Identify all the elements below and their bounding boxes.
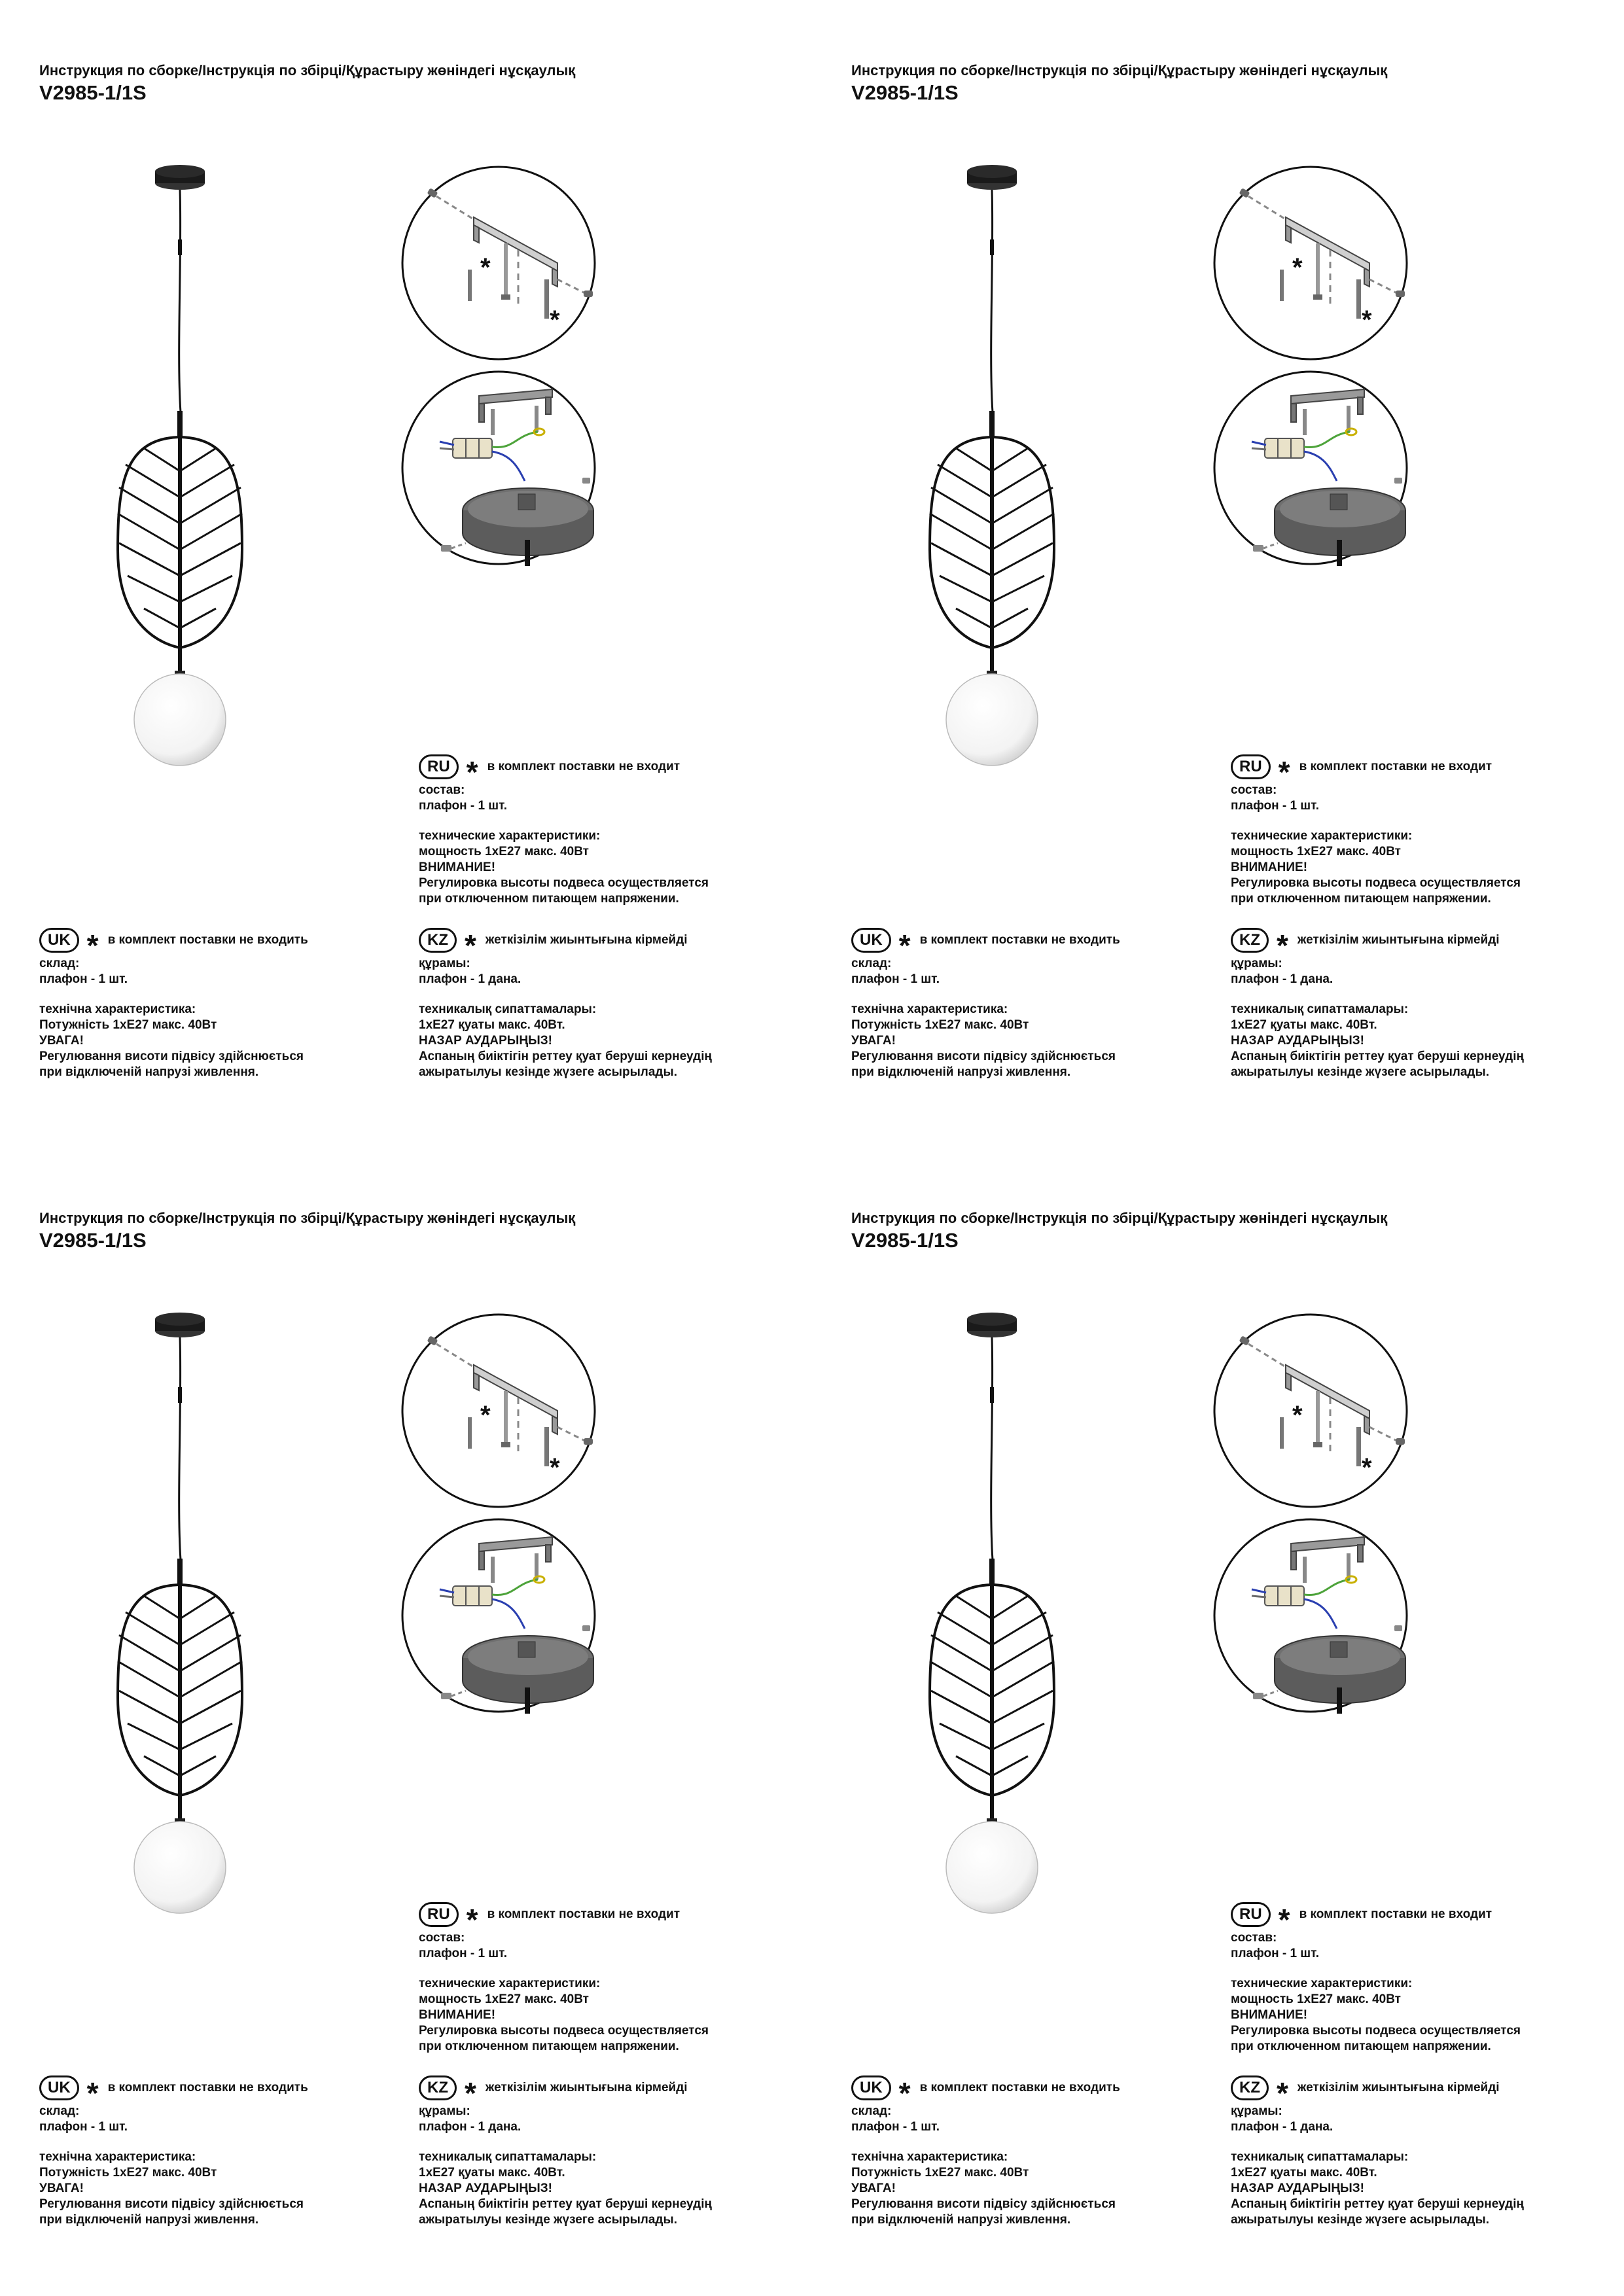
asterisk-icon: * <box>466 1903 478 1937</box>
ru-composition: плафон - 1 шт. <box>419 1947 508 1960</box>
ru-composition: плафон - 1 шт. <box>1231 799 1320 813</box>
uk-power: Потужність 1хЕ27 макс. 40Вт <box>851 2166 1029 2180</box>
kz-not-included-note: жеткізілім жиынтығына кірмейді <box>485 2081 688 2094</box>
uk-composition-label: склад: <box>39 2104 80 2118</box>
kz-warning-text-2: ажыратылуы кезінде жүзеге асырылады. <box>419 1065 677 1079</box>
pendant-lamp-illustration <box>910 1305 1080 1920</box>
kz-composition-label: құрамы: <box>1231 2104 1282 2118</box>
uk-warning: УВАГА! <box>39 1034 84 1048</box>
kz-warning-text-1: Аспаның биіктігін реттеу қуат беруші кернеудің <box>419 2197 712 2211</box>
kz-not-included-note: жеткізілім жиынтығына кірмейді <box>485 933 688 947</box>
ru-not-included-note: в комплект поставки не входит <box>487 760 680 773</box>
uk-warning-text-1: Регулювання висоти підвісу здійснюється <box>851 1050 1116 1063</box>
ru-warning-text-2: при отключенном питающем напряжении. <box>1231 892 1491 906</box>
ru-warning-text-2: при отключенном питающем напряжении. <box>1231 2040 1491 2053</box>
instruction-panel <box>0 1148 812 2295</box>
instruction-title: Инструкция по сборке/Інструкція по збірці/Құрастыру жөніндегі нұсқаулық <box>39 62 576 79</box>
uk-info-block <box>851 926 1120 1080</box>
uk-language-badge: UK <box>851 928 891 953</box>
ru-power: мощность 1хЕ27 макс. 40Вт <box>1231 1992 1401 2006</box>
uk-not-included-note: в комплект поставки не входить <box>919 2081 1120 2094</box>
kz-warning: НАЗАР АУДАРЫҢЫЗ! <box>419 1034 552 1048</box>
uk-warning-text-2: при відключеній напрузі живлення. <box>39 2213 259 2227</box>
kz-power: 1хЕ27 қуаты макс. 40Вт. <box>419 1018 565 1032</box>
ru-specs-label: технические характеристики: <box>1231 1977 1413 1990</box>
uk-info-block <box>39 926 308 1080</box>
kz-specs-label: техникалық сипаттамалары: <box>419 2150 597 2164</box>
asterisk-icon: * <box>1278 755 1290 789</box>
uk-warning-text-1: Регулювання висоти підвісу здійснюється <box>39 1050 304 1063</box>
ru-language-badge: RU <box>1231 1902 1271 1927</box>
instruction-panel <box>812 0 1624 1148</box>
uk-not-included-note: в комплект поставки не входить <box>107 933 308 947</box>
ru-info-block <box>419 1900 709 2055</box>
asterisk-icon: * <box>1277 2076 1288 2110</box>
kz-power: 1хЕ27 қуаты макс. 40Вт. <box>1231 2166 1377 2180</box>
kz-warning-text-2: ажыратылуы кезінде жүзеге асырылады. <box>419 2213 677 2227</box>
ru-warning-text-2: при отключенном питающем напряжении. <box>419 892 679 906</box>
kz-warning: НАЗАР АУДАРЫҢЫЗ! <box>1231 1034 1364 1048</box>
kz-composition: плафон - 1 дана. <box>1231 2120 1333 2134</box>
ru-warning-text-1: Регулировка высоты подвеса осуществляется <box>419 2024 709 2038</box>
ru-info-block <box>1231 1900 1521 2055</box>
terminal-block-icon <box>453 438 492 458</box>
uk-specs-label: технічна характеристика: <box>39 1002 196 1016</box>
uk-power: Потужність 1хЕ27 макс. 40Вт <box>851 1018 1029 1032</box>
kz-warning-text-1: Аспаның биіктігін реттеу қуат беруші кернеудің <box>419 1050 712 1063</box>
ru-specs-label: технические характеристики: <box>1231 829 1413 843</box>
kz-composition-label: құрамы: <box>419 2104 470 2118</box>
asterisk-icon: * <box>898 2076 911 2110</box>
uk-specs-label: технічна характеристика: <box>39 2150 196 2164</box>
kz-language-badge: KZ <box>419 928 457 953</box>
uk-info-block <box>851 2074 1120 2228</box>
kz-specs-label: техникалық сипаттамалары: <box>419 1002 597 1016</box>
terminal-block-icon <box>1265 1586 1304 1606</box>
uk-warning: УВАГА! <box>851 1034 896 1048</box>
asterisk-icon: * <box>1278 1903 1290 1937</box>
uk-specs-label: технічна характеристика: <box>851 2150 1008 2164</box>
instruction-title: Инструкция по сборке/Інструкція по збірці/Құрастыру жөніндегі нұсқаулық <box>39 1210 576 1226</box>
uk-language-badge: UK <box>851 2075 891 2100</box>
kz-not-included-note: жеткізілім жиынтығына кірмейді <box>1297 933 1500 947</box>
uk-composition: плафон - 1 шт. <box>39 972 128 986</box>
model-number: V2985-1/1S <box>39 1229 147 1252</box>
model-number: V2985-1/1S <box>851 1229 959 1252</box>
kz-info-block <box>419 926 712 1080</box>
kz-warning-text-2: ажыратылуы кезінде жүзеге асырылады. <box>1231 2213 1489 2227</box>
kz-composition: плафон - 1 дана. <box>419 972 521 986</box>
uk-specs-label: технічна характеристика: <box>851 1002 1008 1016</box>
ru-language-badge: RU <box>1231 754 1271 779</box>
model-number: V2985-1/1S <box>851 81 959 104</box>
svg-text:*: * <box>480 1401 491 1430</box>
ru-not-included-note: в комплект поставки не входит <box>487 1907 680 1921</box>
ru-power: мощность 1хЕ27 макс. 40Вт <box>419 1992 589 2006</box>
ru-language-badge: RU <box>419 754 459 779</box>
ru-not-included-note: в комплект поставки не входит <box>1299 1907 1492 1921</box>
svg-text:*: * <box>1362 1453 1372 1482</box>
uk-composition: плафон - 1 шт. <box>851 972 940 986</box>
asterisk-icon: * <box>466 755 478 789</box>
ru-composition: плафон - 1 шт. <box>1231 1947 1320 1960</box>
mounting-bracket-diagram <box>400 165 597 361</box>
svg-text:*: * <box>550 306 560 334</box>
kz-warning-text-1: Аспаның биіктігін реттеу қуат беруші кернеудің <box>1231 1050 1524 1063</box>
kz-info-block <box>419 2074 712 2228</box>
kz-language-badge: KZ <box>1231 2075 1269 2100</box>
wiring-diagram <box>1212 1517 1409 1714</box>
model-number: V2985-1/1S <box>39 81 147 104</box>
kz-composition-label: құрамы: <box>419 957 470 970</box>
uk-warning-text-2: при відключеній напрузі живлення. <box>39 1065 259 1079</box>
kz-info-block <box>1231 2074 1524 2228</box>
ru-warning: ВНИМАНИЕ! <box>1231 860 1308 874</box>
uk-warning-text-1: Регулювання висоти підвісу здійснюється <box>851 2197 1116 2211</box>
kz-specs-label: техникалық сипаттамалары: <box>1231 1002 1409 1016</box>
kz-info-block <box>1231 926 1524 1080</box>
kz-warning-text-1: Аспаның биіктігін реттеу қуат беруші кернеудің <box>1231 2197 1524 2211</box>
asterisk-icon: * <box>1277 928 1288 963</box>
uk-composition-label: склад: <box>851 2104 892 2118</box>
asterisk-icon: * <box>465 2076 476 2110</box>
kz-composition-label: құрамы: <box>1231 957 1282 970</box>
ru-warning-text-2: при отключенном питающем напряжении. <box>419 2040 679 2053</box>
ru-warning-text-1: Регулировка высоты подвеса осуществляется <box>419 876 709 890</box>
kz-warning: НАЗАР АУДАРЫҢЫЗ! <box>1231 2181 1364 2195</box>
ru-power: мощность 1хЕ27 макс. 40Вт <box>419 845 589 858</box>
uk-info-block <box>39 2074 308 2228</box>
mounting-bracket-diagram <box>1212 165 1409 361</box>
wiring-diagram <box>400 370 597 566</box>
ru-info-block <box>1231 752 1521 907</box>
ru-composition-label: состав: <box>1231 1931 1277 1945</box>
ru-specs-label: технические характеристики: <box>419 829 601 843</box>
ru-power: мощность 1хЕ27 макс. 40Вт <box>1231 845 1401 858</box>
uk-composition: плафон - 1 шт. <box>39 2120 128 2134</box>
uk-warning: УВАГА! <box>851 2181 896 2195</box>
instruction-panel <box>812 1148 1624 2295</box>
instruction-title: Инструкция по сборке/Інструкція по збірці/Құрастыру жөніндегі нұсқаулық <box>851 62 1388 79</box>
kz-language-badge: KZ <box>1231 928 1269 953</box>
ru-composition-label: состав: <box>419 783 465 797</box>
terminal-block-icon <box>1265 438 1304 458</box>
uk-language-badge: UK <box>39 2075 79 2100</box>
svg-text:*: * <box>1292 1401 1303 1430</box>
ru-not-included-note: в комплект поставки не входит <box>1299 760 1492 773</box>
ru-warning-text-1: Регулировка высоты подвеса осуществляется <box>1231 876 1521 890</box>
uk-not-included-note: в комплект поставки не входить <box>919 933 1120 947</box>
uk-power: Потужність 1хЕ27 макс. 40Вт <box>39 2166 217 2180</box>
mounting-bracket-diagram <box>1212 1313 1409 1509</box>
instruction-panel <box>0 0 812 1148</box>
uk-composition-label: склад: <box>851 957 892 970</box>
ru-language-badge: RU <box>419 1902 459 1927</box>
ru-warning: ВНИМАНИЕ! <box>419 2008 496 2022</box>
kz-power: 1хЕ27 қуаты макс. 40Вт. <box>1231 1018 1377 1032</box>
svg-text:*: * <box>550 1453 560 1482</box>
ru-warning: ВНИМАНИЕ! <box>1231 2008 1308 2022</box>
asterisk-icon: * <box>86 928 99 963</box>
kz-warning: НАЗАР АУДАРЫҢЫЗ! <box>419 2181 552 2195</box>
wiring-diagram <box>1212 370 1409 566</box>
kz-language-badge: KZ <box>419 2075 457 2100</box>
uk-warning-text-2: при відключеній напрузі живлення. <box>851 2213 1071 2227</box>
instruction-title: Инструкция по сборке/Інструкція по збірці/Құрастыру жөніндегі нұсқаулық <box>851 1210 1388 1226</box>
ru-info-block <box>419 752 709 907</box>
ru-composition: плафон - 1 шт. <box>419 799 508 813</box>
ru-warning-text-1: Регулировка высоты подвеса осуществляется <box>1231 2024 1521 2038</box>
uk-warning-text-2: при відключеній напрузі живлення. <box>851 1065 1071 1079</box>
asterisk-icon: * <box>86 2076 99 2110</box>
pendant-lamp-illustration <box>98 157 268 772</box>
ru-warning: ВНИМАНИЕ! <box>419 860 496 874</box>
kz-specs-label: техникалық сипаттамалары: <box>1231 2150 1409 2164</box>
svg-text:*: * <box>1362 306 1372 334</box>
kz-warning-text-2: ажыратылуы кезінде жүзеге асырылады. <box>1231 1065 1489 1079</box>
pendant-lamp-illustration <box>910 157 1080 772</box>
mounting-bracket-diagram <box>400 1313 597 1509</box>
asterisk-icon: * <box>465 928 476 963</box>
kz-not-included-note: жеткізілім жиынтығына кірмейді <box>1297 2081 1500 2094</box>
asterisk-icon: * <box>898 928 911 963</box>
svg-text:*: * <box>480 253 491 282</box>
kz-power: 1хЕ27 қуаты макс. 40Вт. <box>419 2166 565 2180</box>
uk-composition: плафон - 1 шт. <box>851 2120 940 2134</box>
pendant-lamp-illustration <box>98 1305 268 1920</box>
terminal-block-icon <box>453 1586 492 1606</box>
ru-composition-label: состав: <box>419 1931 465 1945</box>
uk-power: Потужність 1хЕ27 макс. 40Вт <box>39 1018 217 1032</box>
svg-text:*: * <box>1292 253 1303 282</box>
uk-language-badge: UK <box>39 928 79 953</box>
wiring-diagram <box>400 1517 597 1714</box>
uk-warning: УВАГА! <box>39 2181 84 2195</box>
uk-composition-label: склад: <box>39 957 80 970</box>
ru-composition-label: состав: <box>1231 783 1277 797</box>
kz-composition: плафон - 1 дана. <box>1231 972 1333 986</box>
ru-specs-label: технические характеристики: <box>419 1977 601 1990</box>
uk-not-included-note: в комплект поставки не входить <box>107 2081 308 2094</box>
kz-composition: плафон - 1 дана. <box>419 2120 521 2134</box>
uk-warning-text-1: Регулювання висоти підвісу здійснюється <box>39 2197 304 2211</box>
